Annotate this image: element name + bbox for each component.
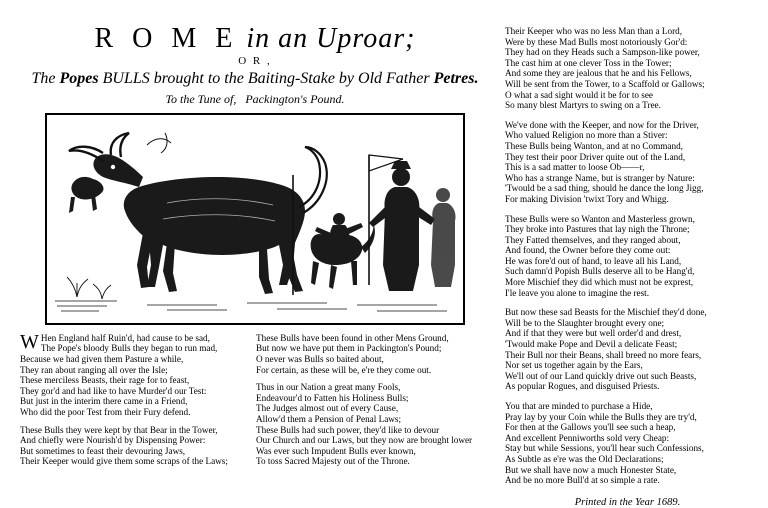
verse-line: Who valued Religion no more than a Stiver: (505, 130, 668, 141)
verse-line: Will be sent from the Tower, to a Scaffold or Gallows; (505, 78, 705, 89)
verse-line: And excellent Penniworths sold very Cheap: (505, 432, 670, 443)
verse-column-1 (20, 330, 242, 474)
verse-line: The Judges almost out of every Cause, (256, 403, 399, 414)
right-panel (505, 26, 750, 508)
verse-line: As Subtle as e're was the Old Declarations; (505, 453, 664, 464)
verse-line: Were by these Mad Bulls most notoriously Gor'd: (505, 36, 688, 47)
woodcut-illustration (45, 113, 465, 325)
verse-line: Was ever such Impudent Bulls ever known, (256, 445, 416, 456)
subtitle-popes: Popes (59, 70, 99, 88)
verse-line: Their Bull nor their Beans, shall breed no more fears, (505, 349, 702, 360)
verse-line: Thus in our Nation a great many Fools, (256, 382, 401, 393)
verse-line: Pray lay by your Coin while the Bulls they are try'd, (505, 411, 697, 422)
verse-line: 'Twould make Pope and Devil a delicate Feast; (505, 339, 678, 350)
verse-line: But now these sad Beasts for the Mischief they'd done, (505, 307, 707, 318)
verse-line: These Bulls being Wanton, and at no Command, (505, 140, 683, 151)
verse-line: Our Church and our Laws, but they now are brought lower (256, 435, 473, 446)
verse-line: Such damn'd Popish Bulls deserve all to be Hang'd, (505, 266, 695, 277)
verse-line: For certain, as these will be, e're they come out. (256, 364, 432, 375)
verse-line: But sometimes to feast their devouring Jaws, (20, 445, 186, 456)
verse-line: Will be to the Slaughter brought every one; (505, 317, 665, 328)
verse-line: Who has a strange Name, but is stranger by Nature: (505, 172, 695, 183)
stanza (256, 382, 478, 467)
verse-line: This is a sad matter to loose Ob——r, (505, 162, 645, 173)
verse-line: Who did the poor Test from their Fury defend. (20, 406, 191, 417)
verse-line: But now we have put them in Packington's Pound; (256, 343, 442, 354)
verse-line: They had on they Heads such a Sampson-like power, (505, 47, 700, 58)
verse-line: Endeavour'd to Fatten his Holiness Bulls; (256, 392, 409, 403)
page-title (20, 24, 490, 53)
page-title-rest: in an Uproar; (238, 23, 416, 54)
verse-line: Nor set us together again by the Ears, (505, 360, 643, 371)
verse-line: And chiefly were Nourish'd by Dispensing Power: (20, 435, 206, 446)
verse-line: These Bulls were so Wanton and Masterless grown, (505, 213, 695, 224)
stanza (505, 401, 750, 486)
stanza (505, 214, 750, 299)
verse-line: We'll out of our Land quickly drive out such Beasts, (505, 370, 697, 381)
verse-line: I'le leave you alone to imagine the rest. (505, 287, 650, 298)
subtitle-pre: The (31, 70, 60, 88)
verse-line: More Mischief they did which must not be exprest, (505, 277, 694, 288)
verse-line: These Bulls had such power, they'd like to devour (256, 424, 440, 435)
imprint-line: Printed in the Year 1689. (574, 496, 681, 508)
verse-line: So many blest Martyrs to swing on a Tree. (505, 100, 661, 111)
stanza (20, 425, 242, 467)
verse-line: But just in the interim there came in a Friend, (20, 396, 188, 407)
verse-line: Allow'd them a Pension of Penal Laws; (256, 413, 402, 424)
title-or: O R , (238, 55, 272, 68)
verse-line: And found, the Owner before they come out: (505, 245, 671, 256)
verse-line: They test their poor Driver quite out of the Land, (505, 151, 686, 162)
subtitle-mid: BULLS brought to the Baiting-Stake by Old Father (98, 70, 434, 88)
verse-line: The cast him at one clever Toss in the Tower; (505, 57, 672, 68)
verse-line: We've done with the Keeper, and now for the Driver, (505, 119, 699, 130)
verse-line: They broke into Pastures that lay nigh the Throne; (505, 224, 690, 235)
verse-line: But we shall have now a much Honester State, (505, 464, 677, 475)
verse-columns (20, 330, 490, 474)
verse-line: O what a sad sight would it be for to see (505, 89, 653, 100)
verse-line: He was fore'd out of hand, to leave all his Land, (505, 255, 682, 266)
verse-line: They gor'd and had like to have Murder'd our Test: (20, 385, 207, 396)
tune-line (20, 92, 490, 107)
verse-line: The Pope's bloody Bulls they began to run mad, (40, 343, 218, 354)
verse-line: And some they are jealous that he and his Fellows, (505, 68, 692, 79)
left-panel (20, 18, 490, 468)
tune-name: Packington's Pound. (245, 91, 345, 106)
verse-line: For making Division 'twixt Tory and Whigg. (505, 193, 669, 204)
verse-line: Because we had given them Pasture a while, (20, 353, 184, 364)
verse-column-2 (256, 333, 478, 474)
verse-line: To toss Sacred Majesty out of the Throne. (256, 456, 410, 467)
verse-line: These merciless Beasts, their rage for to feast, (20, 375, 190, 386)
stanza (20, 330, 242, 418)
verse-line: And if that they were but well order'd and drest, (505, 328, 682, 339)
verse-line: Their Keeper who was no less Man than a Lord, (505, 26, 683, 36)
verse-line: These Bulls they were kept by that Bear in the Tower, (20, 424, 218, 435)
verse-line: They ran about ranging all over the Isle; (20, 364, 168, 375)
page-title-rome: R O M E (94, 23, 239, 54)
page-subtitle (20, 70, 490, 88)
verse-line: And be no more Bull'd at so simple a rate. (505, 475, 660, 486)
verse-line: 'Twould be a sad thing, should he dance the long Jigg, (505, 183, 704, 194)
verse-line: These Bulls have been found in other Mens Ground, (256, 332, 449, 343)
verse-line: They Fatted themselves, and they ranged about, (505, 234, 681, 245)
verse-line: As popular Rogues, and disguised Priests. (505, 381, 660, 392)
stanza (505, 26, 750, 111)
stanza (256, 333, 478, 375)
woodcut-svg (47, 115, 463, 323)
tune-label: To the Tune of, (165, 91, 237, 106)
verse-line: Hen England half Ruin'd, had cause to be sad, (40, 332, 210, 343)
verse-line: Stay but while Sessions, you'll hear such Confessions, (505, 443, 704, 454)
verse-line: For then at the Gallows you'll see such a heap, (505, 422, 676, 433)
stanza (505, 307, 750, 392)
verse-line: Their Keeper would give them some scraps of the Laws; (20, 456, 228, 467)
drop-cap: W (20, 330, 39, 353)
verse-line: You that are minded to purchase a Hide, (505, 401, 653, 411)
stanza (505, 120, 750, 205)
verse-line: O never was Bulls so baited about, (256, 353, 384, 364)
subtitle-petres: Petres. (433, 70, 479, 88)
